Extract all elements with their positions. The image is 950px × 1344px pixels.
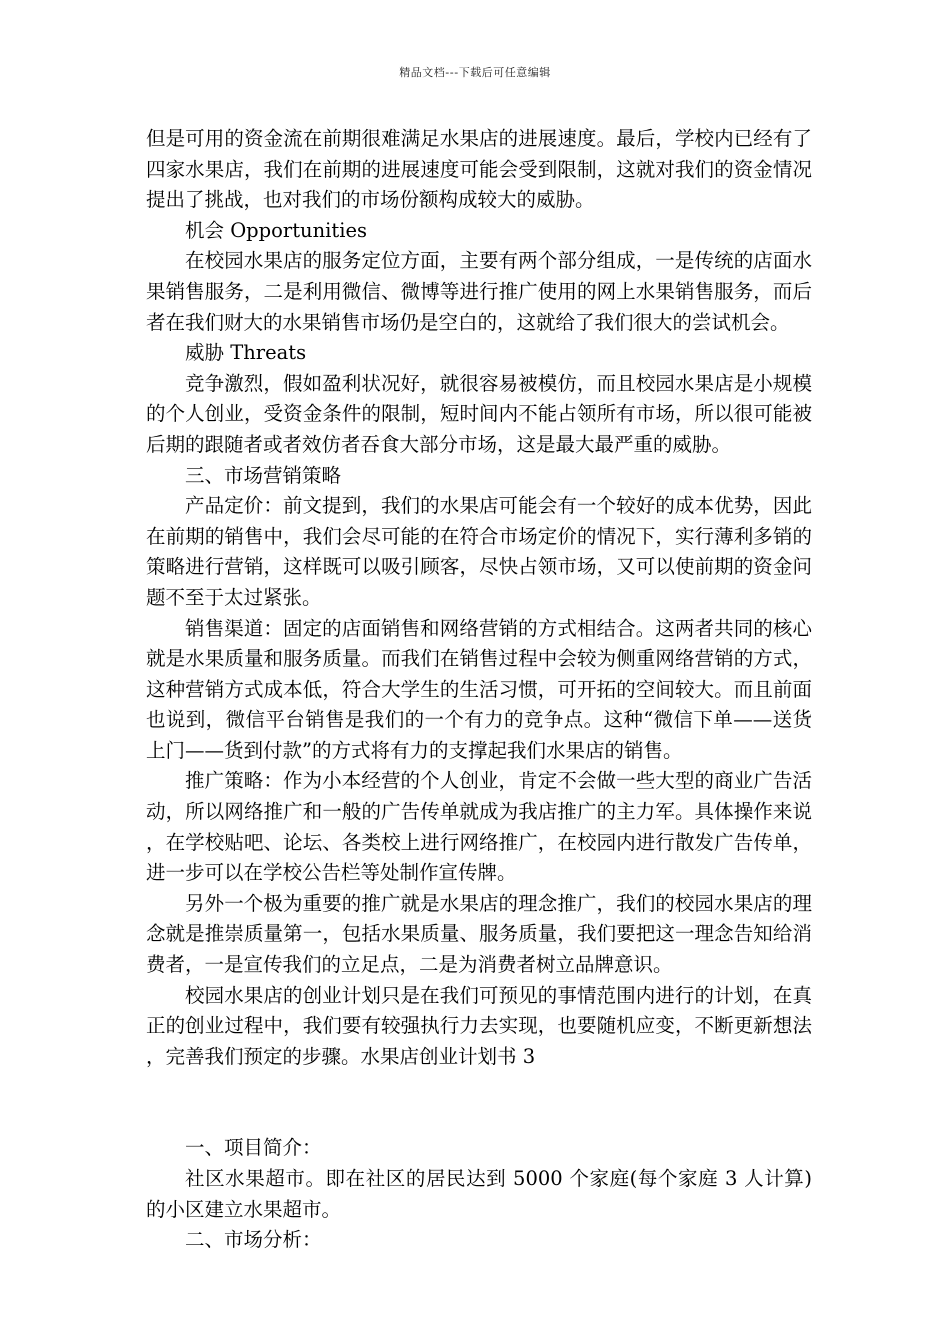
heading-opportunities: 机会 Opportunities	[185, 218, 368, 242]
heading-threats: 威胁 Threats	[185, 341, 307, 365]
paragraph-funding: 但是可用的资金流在前期很难满足水果店的进展速度。最后，学校内已经有了四家水果店，我们在前期的进展速度可能会受到限制，这就对我们的资金情况提出了挑战，也对我们的市场份额构成较大的威胁。	[146, 127, 812, 212]
paragraph-sales-channels: 销售渠道：固定的店面销售和网络营销的方式相结合。这两者共同的核心就是水果质量和服务质量。而我们在销售过程中会较为侧重网络营销的方式，这种营销方式成本低，符合大学生的生活习惯，可开拓的空间较大。而且前面也说到，微信平台销售是我们的一个有力的竞争点。这种“微信下单——送货上门——货到付款”的方式将有力的支撑起我们水果店的销售。	[146, 616, 812, 762]
page-header: 精品文档---下载后可任意编辑	[399, 66, 551, 79]
paragraph-project-intro: 社区水果超市。即在社区的居民达到 5000 个家庭(每个家庭 3 人计算)的小区建立水果超市。	[146, 1167, 812, 1221]
paragraph-conclusion: 校园水果店的创业计划只是在我们可预见的事情范围内进行的计划，在真正的创业过程中，我们要有较强执行力去实现，也要随机应变，不断更新想法，完善我们预定的步骤。水果店创业计划书 3	[146, 983, 812, 1068]
heading-project-intro: 一、项目简介：	[185, 1136, 322, 1160]
paragraph-threats: 竞争激烈，假如盈利状况好，就很容易被模仿，而且校园水果店是小规模的个人创业，受资金条件的限制，短时间内不能占领所有市场，所以很可能被后期的跟随者或者效仿者吞食大部分市场，这是最大最严重的威胁。	[146, 371, 812, 456]
paragraph-promotion: 推广策略：作为小本经营的个人创业，肯定不会做一些大型的商业广告活动，所以网络推广和一般的广告传单就成为我店推广的主力军。具体操作来说，在学校贴吧、论坛、各类校上进行网络推广，在校园内进行散发广告传单，进一步可以在学校公告栏等处制作宣传牌。	[146, 769, 812, 885]
heading-market-analysis: 二、市场分析：	[185, 1228, 322, 1252]
document-body	[146, 124, 812, 1256]
paragraph-concept-promotion: 另外一个极为重要的推广就是水果店的理念推广，我们的校园水果店的理念就是推崇质量第一，包括水果质量、服务质量，我们要把这一理念告知给消费者，一是宣传我们的立足点，二是为消费者树立品牌意识。	[146, 891, 812, 977]
paragraph-opportunities: 在校园水果店的服务定位方面，主要有两个部分组成，一是传统的店面水果销售服务，二是利用微信、微博等进行推广使用的网上水果销售服务，而后者在我们财大的水果销售市场仍是空白的，这就给了我们很大的尝试机会。	[146, 249, 812, 334]
heading-marketing-strategy: 三、市场营销策略	[185, 463, 342, 487]
section-gap	[146, 1072, 812, 1133]
paragraph-pricing: 产品定价：前文提到，我们的水果店可能会有一个较好的成本优势，因此在前期的销售中，我们会尽可能的在符合市场定价的情况下，实行薄利多销的策略进行营销，这样既可以吸引顾客，尽快占领市场，又可以使前期的资金问题不至于太过紧张。	[146, 494, 812, 609]
